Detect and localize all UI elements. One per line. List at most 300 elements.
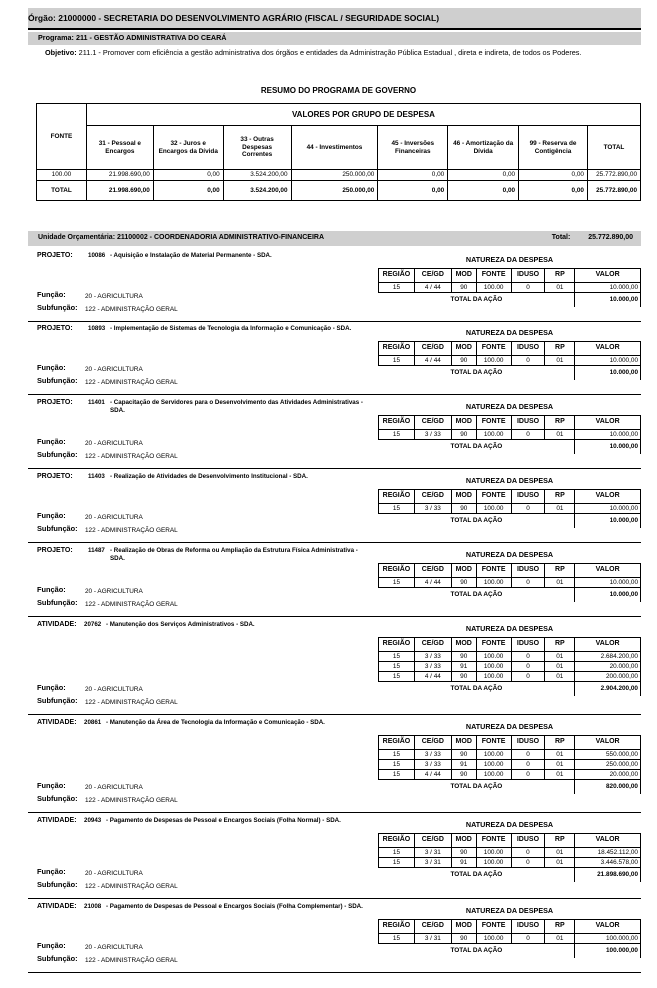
funcao-value: 20 - AGRICULTURA (85, 784, 143, 791)
acao-code: 11403 (88, 473, 105, 480)
total-acao-row (379, 682, 641, 696)
natureza-cell: 15 (379, 934, 415, 944)
natureza-col-header: FONTE (476, 736, 511, 750)
natureza-cell: 0 (511, 283, 545, 293)
acao-description: - Implementação de Sistemas de Tecnologia da Informação e Comunicação - SDA. (110, 325, 352, 332)
natureza-col-header: VALOR (575, 564, 641, 578)
natureza-cell: 91 (451, 760, 476, 770)
acao-section (28, 547, 641, 617)
natureza-cell: 15 (379, 662, 415, 672)
natureza-cell: 100.00 (476, 760, 511, 770)
total-acao-value: 10.000,00 (575, 588, 641, 602)
natureza-cell: 01 (545, 662, 575, 672)
natureza-col-header: VALOR (575, 736, 641, 750)
natureza-row (379, 848, 641, 858)
natureza-table (378, 637, 641, 696)
resumo-cell: 0,00 (378, 181, 448, 201)
resumo-cell: 25.772.890,00 (587, 170, 640, 181)
natureza-col-header: REGIÃO (379, 638, 415, 652)
natureza-cell: 90 (451, 934, 476, 944)
acao-description: - Aquisição e Instalação de Material Permanente - SDA. (110, 252, 272, 259)
natureza-cell: 2.684.200,00 (575, 652, 641, 662)
unidade-header (28, 231, 641, 246)
natureza-row (379, 504, 641, 514)
resumo-cell: TOTAL (37, 181, 87, 201)
objetivo-label: Objetivo: (45, 48, 77, 57)
total-acao-value: 21.898.690,00 (575, 868, 641, 882)
funcao-label: Função: (37, 941, 66, 950)
funcao-value: 20 - AGRICULTURA (85, 686, 143, 693)
subfuncao-label: Subfunção: (37, 696, 78, 705)
acao-section (28, 325, 641, 395)
natureza-col-header: REGIÃO (379, 736, 415, 750)
natureza-cell: 01 (545, 848, 575, 858)
natureza-cell: 200.000,00 (575, 672, 641, 682)
natureza-cell: 15 (379, 848, 415, 858)
funcao-label: Função: (37, 363, 66, 372)
natureza-cell: 100.00 (476, 578, 511, 588)
natureza-col-header: VALOR (575, 920, 641, 934)
natureza-col-header: MOD (451, 564, 476, 578)
natureza-cell: 15 (379, 504, 415, 514)
total-acao-value: 10.000,00 (575, 293, 641, 307)
natureza-row (379, 750, 641, 760)
objetivo-line (45, 49, 581, 57)
acao-type: ATIVIDADE: (37, 621, 77, 628)
natureza-col-header: RP (545, 638, 575, 652)
natureza-col-header: IDUSO (511, 416, 545, 430)
acao-section (28, 817, 641, 899)
natureza-cell: 90 (451, 672, 476, 682)
acao-code: 10086 (88, 252, 106, 259)
natureza-col-header: FONTE (476, 490, 511, 504)
natureza-col-header: FONTE (476, 269, 511, 283)
natureza-cell: 3 / 33 (414, 760, 451, 770)
natureza-cell: 0 (511, 934, 545, 944)
acao-code: 21008 (84, 903, 102, 910)
natureza-table (378, 268, 641, 307)
natureza-table (378, 489, 641, 528)
natureza-cell: 15 (379, 652, 415, 662)
natureza-cell: 15 (379, 283, 415, 293)
acao-type: ATIVIDADE: (37, 817, 77, 824)
acao-description: - Manutenção da Área de Tecnologia da Informação e Comunicação - SDA. (106, 719, 325, 726)
total-acao-row (379, 440, 641, 454)
total-acao-value: 100.000,00 (575, 944, 641, 958)
resumo-col-header: 31 - Pessoal e Encargos (86, 126, 153, 170)
natureza-col-header: VALOR (575, 490, 641, 504)
funcao-label: Função: (37, 585, 66, 594)
natureza-cell: 250.000,00 (575, 760, 641, 770)
natureza-cell: 15 (379, 858, 415, 868)
funcao-label: Função: (37, 781, 66, 790)
natureza-cell: 90 (451, 356, 476, 366)
natureza-table (378, 735, 641, 794)
natureza-row (379, 652, 641, 662)
subfuncao-label: Subfunção: (37, 376, 78, 385)
natureza-cell: 01 (545, 504, 575, 514)
natureza-cell: 100.00 (476, 858, 511, 868)
resumo-cell: 0,00 (519, 181, 588, 201)
funcao-label: Função: (37, 290, 66, 299)
acao-type: PROJETO: (37, 473, 73, 480)
acao-description: - Realização de Obras de Reforma ou Ampliação da Estrutura Física Administrativa - SDA. (110, 547, 358, 563)
total-acao-label: TOTAL DA AÇÃO (379, 944, 575, 958)
resumo-table (36, 103, 641, 201)
natureza-col-header: REGIÃO (379, 416, 415, 430)
subfuncao-value: 122 - ADMINISTRAÇÃO GERAL (85, 883, 178, 890)
natureza-cell: 15 (379, 430, 415, 440)
natureza-table (378, 563, 641, 602)
natureza-col-header: FONTE (476, 834, 511, 848)
natureza-cell: 15 (379, 750, 415, 760)
natureza-col-header: IDUSO (511, 638, 545, 652)
resumo-total-row (37, 181, 641, 201)
natureza-col-header: VALOR (575, 416, 641, 430)
resumo-cell: 0,00 (519, 170, 588, 181)
subfuncao-value: 122 - ADMINISTRAÇÃO GERAL (85, 453, 178, 460)
natureza-col-header: RP (545, 269, 575, 283)
natureza-cell: 3.446.578,00 (575, 858, 641, 868)
natureza-cell: 01 (545, 283, 575, 293)
resumo-col-header: TOTAL (587, 126, 640, 170)
natureza-cell: 100.00 (476, 770, 511, 780)
acao-type: PROJETO: (37, 547, 73, 554)
natureza-cell: 15 (379, 356, 415, 366)
natureza-col-header: MOD (451, 342, 476, 356)
natureza-cell: 0 (511, 430, 545, 440)
acao-type: PROJETO: (37, 252, 73, 259)
resumo-group-title: VALORES POR GRUPO DE DESPESA (86, 104, 640, 126)
resumo-col-header: 44 - Investimentos (291, 126, 378, 170)
natureza-cell: 3 / 33 (414, 504, 451, 514)
acao-type: ATIVIDADE: (37, 903, 77, 910)
total-acao-row (379, 293, 641, 307)
natureza-col-header: FONTE (476, 564, 511, 578)
acao-description: - Pagamento de Despesas de Pessoal e Encargos Sociais (Folha Complementar) - SDA. (106, 903, 363, 910)
acao-description: - Pagamento de Despesas de Pessoal e Encargos Sociais (Folha Normal) - SDA. (106, 817, 341, 824)
natureza-col-header: IDUSO (511, 342, 545, 356)
natureza-col-header: CE/GD (414, 342, 451, 356)
natureza-cell: 0 (511, 770, 545, 780)
acao-code: 20861 (84, 719, 102, 726)
natureza-cell: 15 (379, 672, 415, 682)
natureza-title: NATUREZA DA DESPESA (465, 722, 554, 731)
resumo-cell: 3.524.200,00 (223, 170, 291, 181)
natureza-cell: 4 / 44 (414, 770, 451, 780)
natureza-cell: 3 / 33 (414, 652, 451, 662)
natureza-cell: 91 (451, 858, 476, 868)
resumo-cell: 3.524.200,00 (223, 181, 291, 201)
total-acao-row (379, 588, 641, 602)
total-acao-row (379, 366, 641, 380)
funcao-label: Função: (37, 683, 66, 692)
unidade-label: Unidade Orçamentária: 21100002 - COORDENADORIA ADMINISTRATIVO-FINANCEIRA (38, 234, 325, 241)
natureza-cell: 0 (511, 672, 545, 682)
natureza-col-header: REGIÃO (379, 342, 415, 356)
natureza-cell: 01 (545, 934, 575, 944)
natureza-cell: 15 (379, 770, 415, 780)
natureza-col-header: CE/GD (414, 920, 451, 934)
natureza-col-header: IDUSO (511, 269, 545, 283)
natureza-col-header: FONTE (476, 638, 511, 652)
natureza-cell: 01 (545, 750, 575, 760)
natureza-cell: 4 / 44 (414, 672, 451, 682)
natureza-cell: 90 (451, 848, 476, 858)
natureza-title: NATUREZA DA DESPESA (465, 255, 554, 264)
natureza-cell: 90 (451, 283, 476, 293)
natureza-col-header: RP (545, 834, 575, 848)
natureza-header-row (379, 269, 641, 283)
funcao-value: 20 - AGRICULTURA (85, 870, 143, 877)
total-acao-label: TOTAL DA AÇÃO (379, 588, 575, 602)
total-acao-row (379, 868, 641, 882)
total-acao-label: TOTAL DA AÇÃO (379, 293, 575, 307)
natureza-col-header: IDUSO (511, 736, 545, 750)
acao-code: 10893 (88, 325, 106, 332)
natureza-col-header: RP (545, 736, 575, 750)
natureza-col-header: MOD (451, 416, 476, 430)
natureza-cell: 0 (511, 504, 545, 514)
total-acao-value: 10.000,00 (575, 366, 641, 380)
natureza-cell: 10.000,00 (575, 578, 641, 588)
natureza-cell: 0 (511, 848, 545, 858)
natureza-cell: 10.000,00 (575, 356, 641, 366)
programa-header: Programa: 211 - GESTÃO ADMINISTRATIVA DO CEARÁ (28, 32, 641, 45)
natureza-cell: 3 / 33 (414, 662, 451, 672)
resumo-col-header: 45 - Inversões Financeiras (378, 126, 448, 170)
subfuncao-value: 122 - ADMINISTRAÇÃO GERAL (85, 601, 178, 608)
acao-code: 11487 (88, 547, 105, 554)
natureza-col-header: RP (545, 920, 575, 934)
natureza-cell: 01 (545, 652, 575, 662)
total-acao-value: 2.904.200,00 (575, 682, 641, 696)
natureza-cell: 15 (379, 578, 415, 588)
natureza-cell: 91 (451, 662, 476, 672)
acao-description: - Manutenção dos Serviços Administrativos - SDA. (106, 621, 255, 628)
natureza-cell: 01 (545, 672, 575, 682)
resumo-col-header: 33 - Outras Despesas Correntes (223, 126, 291, 170)
natureza-row (379, 858, 641, 868)
natureza-row (379, 760, 641, 770)
natureza-cell: 20.000,00 (575, 770, 641, 780)
total-acao-label: TOTAL DA AÇÃO (379, 440, 575, 454)
natureza-cell: 100.000,00 (575, 934, 641, 944)
subfuncao-value: 122 - ADMINISTRAÇÃO GERAL (85, 306, 178, 313)
resumo-cell: 0,00 (448, 181, 519, 201)
natureza-table (378, 833, 641, 882)
natureza-cell: 90 (451, 652, 476, 662)
subfuncao-label: Subfunção: (37, 794, 78, 803)
total-acao-value: 10.000,00 (575, 440, 641, 454)
natureza-cell: 20.000,00 (575, 662, 641, 672)
natureza-col-header: VALOR (575, 269, 641, 283)
natureza-row (379, 934, 641, 944)
natureza-col-header: IDUSO (511, 920, 545, 934)
total-acao-label: TOTAL DA AÇÃO (379, 514, 575, 528)
total-acao-label: TOTAL DA AÇÃO (379, 780, 575, 794)
acao-section (28, 252, 641, 322)
natureza-cell: 100.00 (476, 750, 511, 760)
natureza-cell: 15 (379, 760, 415, 770)
natureza-row (379, 578, 641, 588)
total-acao-label: TOTAL DA AÇÃO (379, 366, 575, 380)
natureza-cell: 4 / 44 (414, 578, 451, 588)
natureza-cell: 10.000,00 (575, 430, 641, 440)
resumo-cell: 250.000,00 (291, 181, 378, 201)
natureza-row (379, 356, 641, 366)
natureza-col-header: CE/GD (414, 416, 451, 430)
natureza-header-row (379, 834, 641, 848)
natureza-cell: 3 / 33 (414, 750, 451, 760)
natureza-col-header: CE/GD (414, 638, 451, 652)
funcao-value: 20 - AGRICULTURA (85, 293, 143, 300)
orgao-header: Órgão: 21000000 - SECRETARIA DO DESENVOLVIMENTO AGRÁRIO (FISCAL / SEGURIDADE SOCIAL) (28, 8, 641, 30)
natureza-col-header: MOD (451, 920, 476, 934)
natureza-col-header: IDUSO (511, 490, 545, 504)
funcao-label: Função: (37, 511, 66, 520)
subfuncao-label: Subfunção: (37, 303, 78, 312)
natureza-cell: 3 / 31 (414, 848, 451, 858)
acao-code: 20762 (84, 621, 102, 628)
resumo-col-header: 99 - Reserva de Contigência (519, 126, 588, 170)
natureza-header-row (379, 638, 641, 652)
natureza-cell: 3 / 31 (414, 934, 451, 944)
natureza-col-header: RP (545, 342, 575, 356)
acao-description: - Realização de Atividades de Desenvolvimento Institucional - SDA. (110, 473, 308, 480)
natureza-cell: 18.452.112,00 (575, 848, 641, 858)
natureza-col-header: CE/GD (414, 490, 451, 504)
natureza-header-row (379, 416, 641, 430)
acao-type: ATIVIDADE: (37, 719, 77, 726)
natureza-col-header: IDUSO (511, 834, 545, 848)
subfuncao-label: Subfunção: (37, 450, 78, 459)
total-acao-row (379, 944, 641, 958)
resumo-title: RESUMO DO PROGRAMA DE GOVERNO (260, 86, 417, 95)
natureza-cell: 100.00 (476, 283, 511, 293)
natureza-header-row (379, 342, 641, 356)
resumo-cell: 21.998.690,00 (86, 170, 153, 181)
natureza-col-header: REGIÃO (379, 564, 415, 578)
natureza-header-row (379, 490, 641, 504)
natureza-col-header: REGIÃO (379, 834, 415, 848)
funcao-label: Função: (37, 437, 66, 446)
natureza-header-row (379, 736, 641, 750)
funcao-value: 20 - AGRICULTURA (85, 588, 143, 595)
natureza-col-header: REGIÃO (379, 920, 415, 934)
subfuncao-value: 122 - ADMINISTRAÇÃO GERAL (85, 797, 178, 804)
total-acao-value: 820.000,00 (575, 780, 641, 794)
acao-section (28, 473, 641, 543)
acao-section (28, 399, 641, 469)
natureza-cell: 90 (451, 770, 476, 780)
total-acao-label: TOTAL DA AÇÃO (379, 868, 575, 882)
natureza-cell: 90 (451, 430, 476, 440)
natureza-title: NATUREZA DA DESPESA (465, 402, 554, 411)
objetivo-text: 211.1 - Promover com eficiência a gestão administrativa dos órgãos e entidades da Administração Pública Estadual , direta e indireta, de todos os Poderes. (78, 48, 582, 57)
total-acao-row (379, 514, 641, 528)
natureza-cell: 100.00 (476, 662, 511, 672)
natureza-cell: 0 (511, 652, 545, 662)
subfuncao-label: Subfunção: (37, 880, 78, 889)
resumo-cell: 21.998.690,00 (86, 181, 153, 201)
acao-description: - Capacitação de Servidores para o Desenvolvimento das Atividades Administrativas - SDA. (110, 399, 363, 415)
total-acao-row (379, 780, 641, 794)
resumo-col-header: 32 - Juros e Encargos da Dívida (153, 126, 223, 170)
resumo-cell: 0,00 (378, 170, 448, 181)
natureza-col-header: REGIÃO (379, 269, 415, 283)
funcao-value: 20 - AGRICULTURA (85, 514, 143, 521)
natureza-col-header: MOD (451, 490, 476, 504)
acao-section (28, 719, 641, 813)
acao-type: PROJETO: (37, 325, 73, 332)
natureza-col-header: CE/GD (414, 269, 451, 283)
natureza-title: NATUREZA DA DESPESA (465, 906, 554, 915)
natureza-col-header: MOD (451, 736, 476, 750)
natureza-cell: 100.00 (476, 652, 511, 662)
acao-code: 11401 (88, 399, 105, 406)
natureza-col-header: CE/GD (414, 736, 451, 750)
natureza-col-header: MOD (451, 638, 476, 652)
natureza-cell: 100.00 (476, 672, 511, 682)
natureza-title: NATUREZA DA DESPESA (465, 550, 554, 559)
natureza-cell: 90 (451, 578, 476, 588)
subfuncao-label: Subfunção: (37, 598, 78, 607)
total-acao-value: 10.000,00 (575, 514, 641, 528)
natureza-cell: 100.00 (476, 356, 511, 366)
natureza-cell: 0 (511, 356, 545, 366)
funcao-label: Função: (37, 867, 66, 876)
natureza-col-header: IDUSO (511, 564, 545, 578)
natureza-row (379, 283, 641, 293)
natureza-col-header: RP (545, 490, 575, 504)
natureza-col-header: REGIÃO (379, 490, 415, 504)
acao-section (28, 621, 641, 715)
resumo-fonte-header: FONTE (37, 104, 87, 170)
natureza-table (378, 341, 641, 380)
acao-type: PROJETO: (37, 399, 73, 406)
funcao-value: 20 - AGRICULTURA (85, 944, 143, 951)
natureza-col-header: FONTE (476, 342, 511, 356)
natureza-title: NATUREZA DA DESPESA (465, 820, 554, 829)
resumo-cell: 0,00 (153, 170, 223, 181)
subfuncao-value: 122 - ADMINISTRAÇÃO GERAL (85, 957, 178, 964)
natureza-header-row (379, 564, 641, 578)
natureza-row (379, 770, 641, 780)
natureza-cell: 100.00 (476, 848, 511, 858)
natureza-cell: 90 (451, 504, 476, 514)
natureza-cell: 0 (511, 578, 545, 588)
natureza-title: NATUREZA DA DESPESA (465, 624, 554, 633)
subfuncao-label: Subfunção: (37, 954, 78, 963)
natureza-header-row (379, 920, 641, 934)
subfuncao-value: 122 - ADMINISTRAÇÃO GERAL (85, 527, 178, 534)
natureza-title: NATUREZA DA DESPESA (465, 476, 554, 485)
natureza-col-header: FONTE (476, 416, 511, 430)
subfuncao-label: Subfunção: (37, 524, 78, 533)
acao-code: 20943 (84, 817, 102, 824)
natureza-cell: 0 (511, 662, 545, 672)
natureza-col-header: CE/GD (414, 834, 451, 848)
natureza-cell: 0 (511, 760, 545, 770)
subfuncao-value: 122 - ADMINISTRAÇÃO GERAL (85, 379, 178, 386)
natureza-title: NATUREZA DA DESPESA (465, 328, 554, 337)
natureza-col-header: MOD (451, 834, 476, 848)
natureza-cell: 0 (511, 858, 545, 868)
natureza-col-header: RP (545, 416, 575, 430)
total-acao-label: TOTAL DA AÇÃO (379, 682, 575, 696)
natureza-cell: 01 (545, 430, 575, 440)
